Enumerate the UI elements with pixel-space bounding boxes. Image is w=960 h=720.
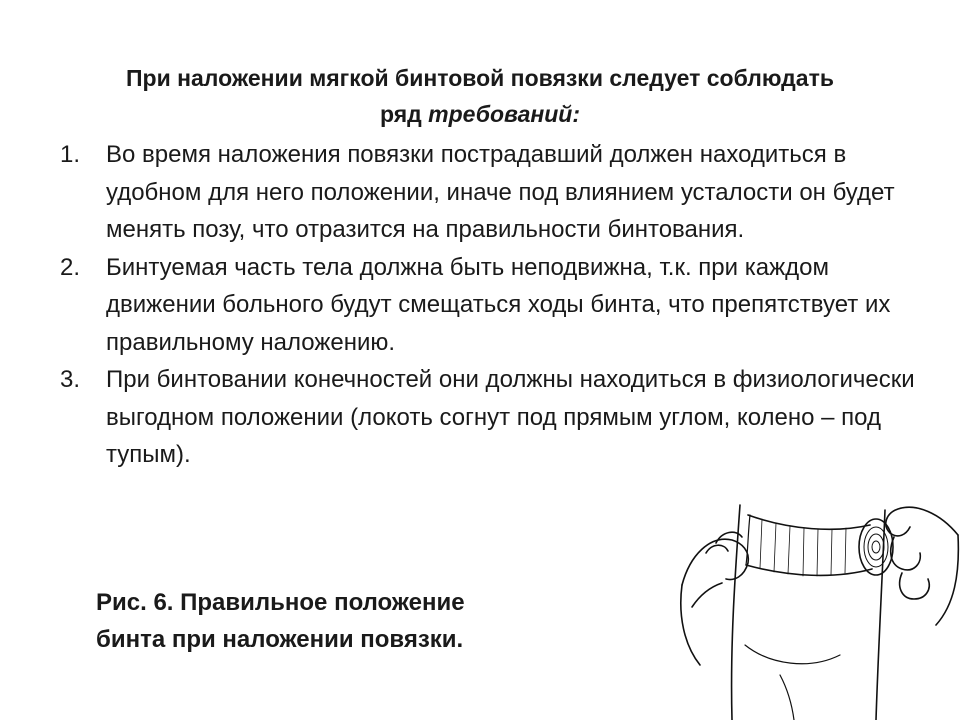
caption-line-2: бинта при наложении повязки. <box>96 626 464 653</box>
title-line-2 <box>20 96 940 132</box>
caption-line-1: Рис. 6. Правильное положение <box>96 589 465 616</box>
title-line-1: При наложении мягкой бинтовой повязки следует соблюдать <box>126 65 834 91</box>
slide-title <box>20 60 940 132</box>
bandaging-illustration <box>670 495 960 720</box>
requirements-list <box>40 136 930 474</box>
requirement-text: Бинтуемая часть тела должна быть неподвижна, т.к. при каждом движении больного будут смещаться ходы бинта, что препятствует их правильному наложению. <box>106 253 891 356</box>
requirement-number: 3. <box>60 366 81 393</box>
requirement-number: 2. <box>60 253 81 281</box>
figure-caption <box>96 584 556 658</box>
requirement-item-2 <box>40 249 930 362</box>
requirement-text: При бинтовании конечностей они должны находиться в физиологически выгодном положении (локоть согнут под прямым углом, колено – под тупым). <box>106 366 915 468</box>
title-line-2-italic: требований: <box>428 101 581 127</box>
requirement-number: 1. <box>60 141 81 168</box>
title-line-2-prefix: ряд <box>379 101 429 127</box>
requirement-item-1 <box>40 136 930 249</box>
requirement-text: Во время наложения повязки пострадавший должен находиться в удобном для него положении, иначе под влиянием усталости он будет менять позу, что отразится на правильности бинтования. <box>106 141 895 243</box>
requirement-item-3 <box>40 361 930 474</box>
